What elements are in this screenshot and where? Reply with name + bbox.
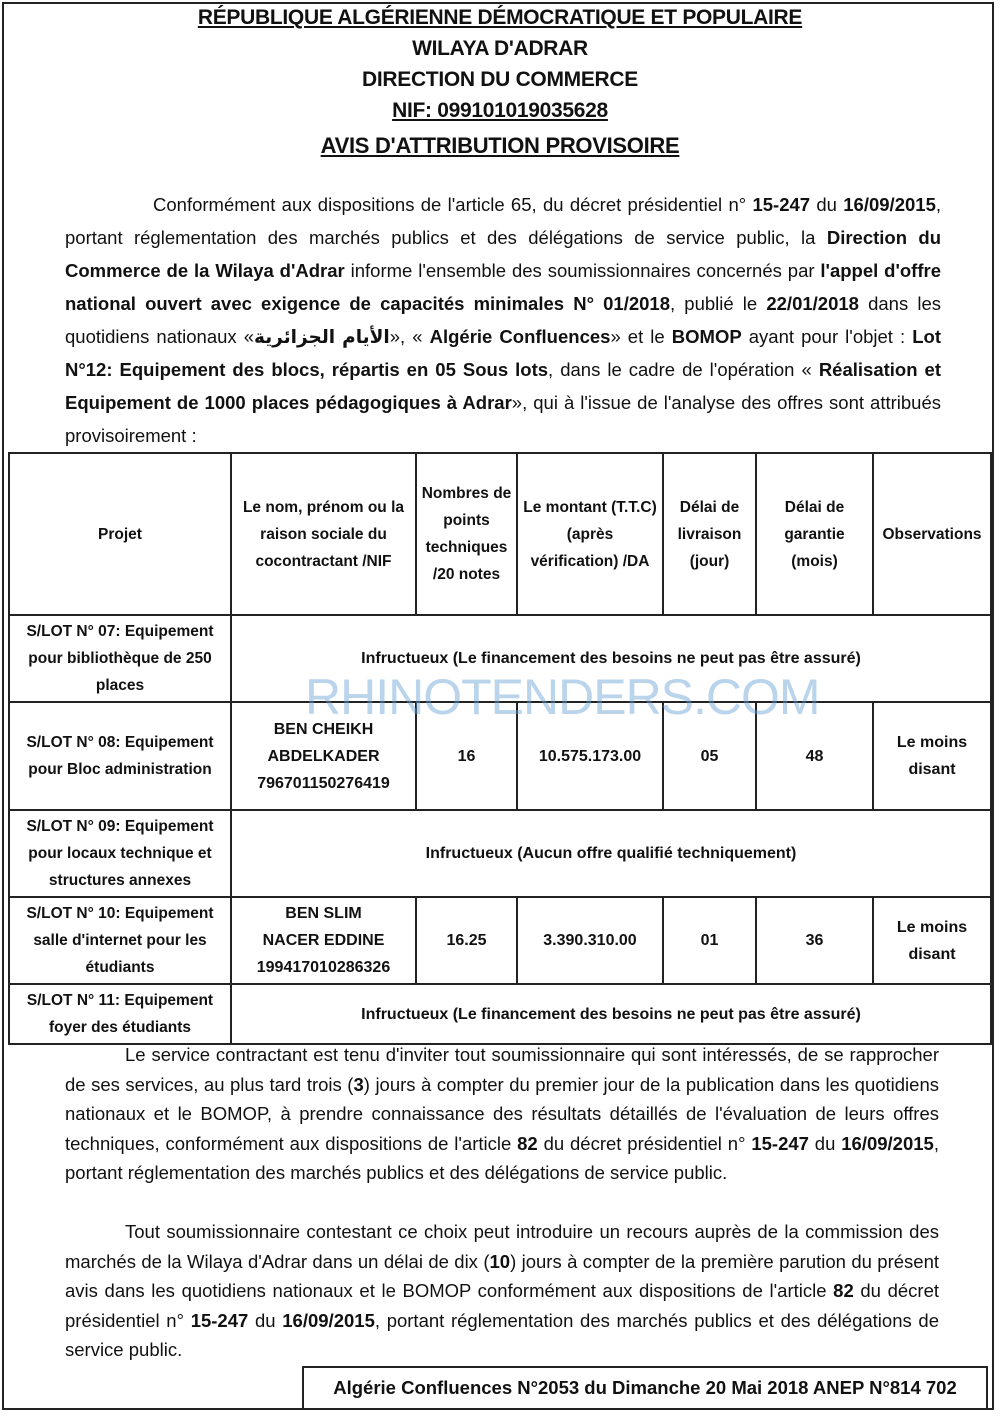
row-merged-status: Infructueux (Le financement des besoins ne peut pas être assuré) xyxy=(231,984,991,1044)
header-observations: Observations xyxy=(873,453,991,615)
attribution-table xyxy=(8,452,992,1045)
row-contractor xyxy=(231,897,416,984)
row-amount: 3.390.310.00 xyxy=(517,897,663,984)
table-row xyxy=(9,984,991,1044)
header-delivery: Délai de livraison (jour) xyxy=(663,453,756,615)
row-delivery: 01 xyxy=(663,897,756,984)
row-project: S/LOT N° 11: Equipement foyer des étudiants xyxy=(9,984,231,1044)
notice-title: AVIS D'ATTRIBUTION PROVISOIRE xyxy=(320,133,680,158)
row-project: S/LOT N° 09: Equipement pour locaux technique et structures annexes xyxy=(9,810,231,897)
appeal-paragraph: Tout soumissionnaire contestant ce choix peut introduire un recours auprès de la commission des marchés de la Wilaya d'Adrar dans un délai de dix (10) jours à compter de la première parution du présent avis dans les quotidiens nationaux et le BOMOP conformément aux dispositions de l'article 82 du décret présidentiel n° 15-247 du 16/09/2015, portant réglementation des marchés publics et des délégations de service public. xyxy=(65,1221,939,1360)
row-observations: Le moins disant xyxy=(873,702,991,810)
row-merged-status: Infructueux (Le financement des besoins ne peut pas être assuré) xyxy=(231,615,991,702)
row-warranty: 48 xyxy=(756,702,873,810)
row-project: S/LOT N° 08: Equipement pour Bloc administration xyxy=(9,702,231,810)
table-row xyxy=(9,702,991,810)
header-project: Projet xyxy=(9,453,231,615)
row-contractor xyxy=(231,702,416,810)
direction-heading: DIRECTION DU COMMERCE xyxy=(361,68,639,91)
document-header xyxy=(0,2,1000,161)
table-header-row xyxy=(9,453,991,615)
nif-heading: NIF: 099101019035628 xyxy=(392,99,608,122)
contractor-name-line2: ABDELKADER xyxy=(267,747,380,765)
row-merged-status: Infructueux (Aucun offre qualifié techniquement) xyxy=(231,810,991,897)
watermark-logo: RHINOTENDERS.COM xyxy=(305,669,820,725)
intro-paragraph: Conformément aux dispositions de l'article 65, du décret présidentiel n° 15-247 du 16/09/2015, portant réglementation des marchés publics et des délégations de service public, la Direction du Commerce de la Wilaya d'Adrar informe l'ensemble des soumissionnaires concernés par l'appel d'offre national ouvert avec exigence de capacités minimales N° 01/2018, publié le 22/01/2018 dans les quotidiens nationaux «الأيام الجزائرية», « Algérie Confluences» et le BOMOP ayant pour l'objet : Lot N°12: Equipement des blocs, répartis en 05 Sous lots, dans le cadre de l'opération « Réalisation et Equipement de 1000 places pédagogiques à Adrar», qui à l'issue de l'analyse des offres sont attribués provisoirement : xyxy=(65,194,942,446)
header-warranty: Délai de garantie (mois) xyxy=(756,453,873,615)
table-row xyxy=(9,810,991,897)
contractor-nif: 199417010286326 xyxy=(256,959,391,976)
row-observations: Le moins disant xyxy=(873,897,991,984)
contractor-name-line1: BEN CHEIKH xyxy=(273,720,374,738)
row-points: 16.25 xyxy=(416,897,517,984)
wilaya-heading: WILAYA D'ADRAR xyxy=(412,37,588,60)
row-project: S/LOT N° 10: Equipement salle d'internet pour les étudiants xyxy=(9,897,231,984)
header-points: Nombres de points techniques /20 notes xyxy=(416,453,517,615)
table-row xyxy=(9,897,991,984)
contractor-name-line2: NACER EDDINE xyxy=(262,932,385,949)
header-amount: Le montant (T.T.C) (après vérification) /DA xyxy=(517,453,663,615)
header-name: Le nom, prénom ou la raison sociale du cocontractant /NIF xyxy=(231,453,416,615)
row-points: 16 xyxy=(416,702,517,810)
publication-footer: Algérie Confluences N°2053 du Dimanche 20 Mai 2018 ANEP N°814 702 xyxy=(302,1366,988,1410)
row-delivery: 05 xyxy=(663,702,756,810)
row-project: S/LOT N° 07: Equipement pour bibliothèque de 250 places xyxy=(9,615,231,702)
consultation-paragraph: Le service contractant est tenu d'inviter tout soumissionnaire qui sont intéressés, de se rapprocher de ses services, au plus tard trois (3) jours à compter du premier jour de la publication dans les quotidiens nationaux et le BOMOP, à prendre connaissance des résultats détaillés de l'évaluation de leurs offres techniques, conformément aux dispositions de l'article 82 du décret présidentiel n° 15-247 du 16/09/2015, portant réglementation des marchés publics et des délégations de service public. xyxy=(65,1044,939,1183)
row-warranty: 36 xyxy=(756,897,873,984)
row-amount: 10.575.173.00 xyxy=(517,702,663,810)
republic-heading: RÉPUBLIQUE ALGÉRIENNE DÉMOCRATIQUE ET POPULAIRE xyxy=(197,6,803,29)
contractor-nif: 796701150276419 xyxy=(257,774,390,792)
table-row xyxy=(9,615,991,702)
contractor-name-line1: BEN SLIM xyxy=(285,905,362,922)
